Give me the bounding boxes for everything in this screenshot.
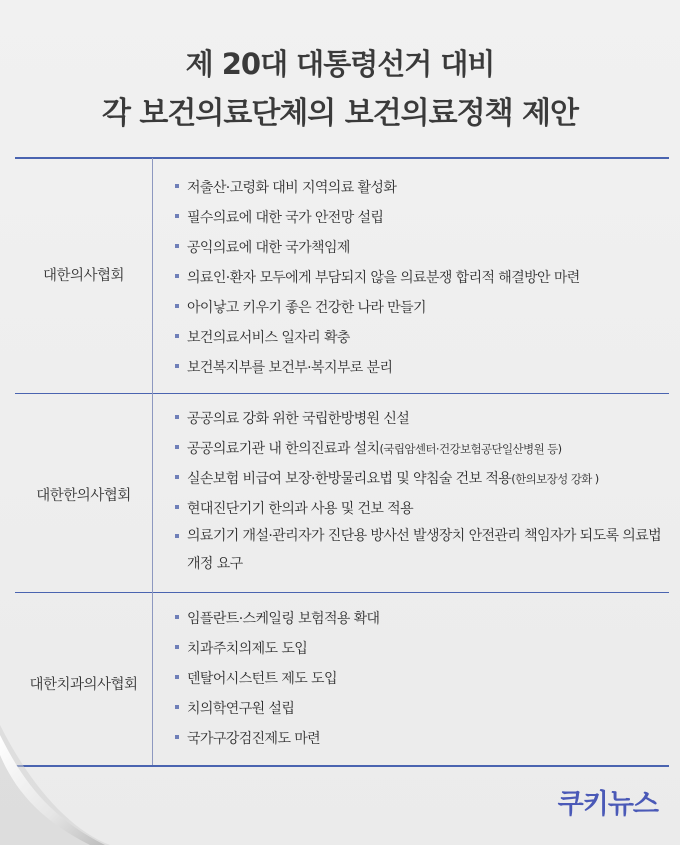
list-item: 공익의료에 대한 국가책임제 <box>175 237 680 267</box>
list-item: 치과주치의제도 도입 <box>175 638 680 668</box>
list-item: 필수의료에 대한 국가 안전망 설립 <box>175 207 680 237</box>
bullet <box>175 274 179 278</box>
bullet <box>175 645 179 649</box>
bullet <box>175 445 179 449</box>
bullet <box>175 244 179 248</box>
list-item: 의료인·환자 모두에게 부담되지 않을 의료분쟁 합리적 해결방안 마련 <box>175 267 680 297</box>
list-item: 치의학연구원 설립 <box>175 698 680 728</box>
section-kma <box>15 158 669 393</box>
bullet <box>175 304 179 308</box>
bullet <box>175 184 179 188</box>
proposal-list <box>175 408 680 578</box>
title-line-2: 각 보건의료단체의 보건의료정책 제안 <box>101 96 578 131</box>
proposal-list <box>175 608 680 758</box>
list-item: 의료기기 개설·관리자가 진단용 방사선 발생장치 안전관리 책임자가 되도록 의료법 개정 요구 <box>175 522 667 578</box>
item-note: (국립암센터·건강보험공단일산병원 등) <box>379 442 562 456</box>
list-item: 덴탈어시스턴트 제도 도입 <box>175 668 680 698</box>
org-name: 대한한의사협회 <box>36 488 131 504</box>
bullet <box>175 615 179 619</box>
bullet <box>175 364 179 368</box>
list-item: 저출산·고령화 대비 지역의료 활성화 <box>175 177 680 207</box>
section-akom <box>15 394 669 592</box>
list-item: 공공의료기관 내 한의진료과 설치(국립암센터·건강보험공단일산병원 등) <box>175 438 680 468</box>
org-name: 대한의사협회 <box>42 268 125 284</box>
list-item: 현대진단기기 한의과 사용 및 건보 적용 <box>175 498 680 528</box>
title-line-1: 제 20대 대통령선거 대비 <box>185 47 495 81</box>
bullet <box>175 214 179 218</box>
item-note: (한의보장성 강화 ) <box>511 472 599 486</box>
bullet <box>175 475 179 479</box>
bullet <box>175 735 179 739</box>
brand-logo: 쿠키뉴스 <box>557 789 658 820</box>
list-item: 임플란트·스케일링 보험적용 확대 <box>175 608 680 638</box>
org-name: 대한치과의사협회 <box>29 677 138 693</box>
bullet <box>175 505 179 509</box>
list-item: 보건복지부를 보건부·복지부로 분리 <box>175 357 680 387</box>
list-item: 보건의료서비스 일자리 확충 <box>175 327 680 357</box>
bullet <box>175 534 179 538</box>
list-item: 실손보험 비급여 보장·한방물리요법 및 약침술 건보 적용(한의보장성 강화 ) <box>175 468 680 498</box>
page-curl-decoration <box>0 715 115 845</box>
list-item: 공공의료 강화 위한 국립한방병원 신설 <box>175 408 680 438</box>
bullet <box>175 415 179 419</box>
list-item: 국가구강검진제도 마련 <box>175 728 680 758</box>
bullet <box>175 334 179 338</box>
bullet <box>175 675 179 679</box>
bullet <box>175 705 179 709</box>
proposal-list <box>175 177 680 387</box>
list-item: 아이낳고 키우기 좋은 건강한 나라 만들기 <box>175 297 680 327</box>
